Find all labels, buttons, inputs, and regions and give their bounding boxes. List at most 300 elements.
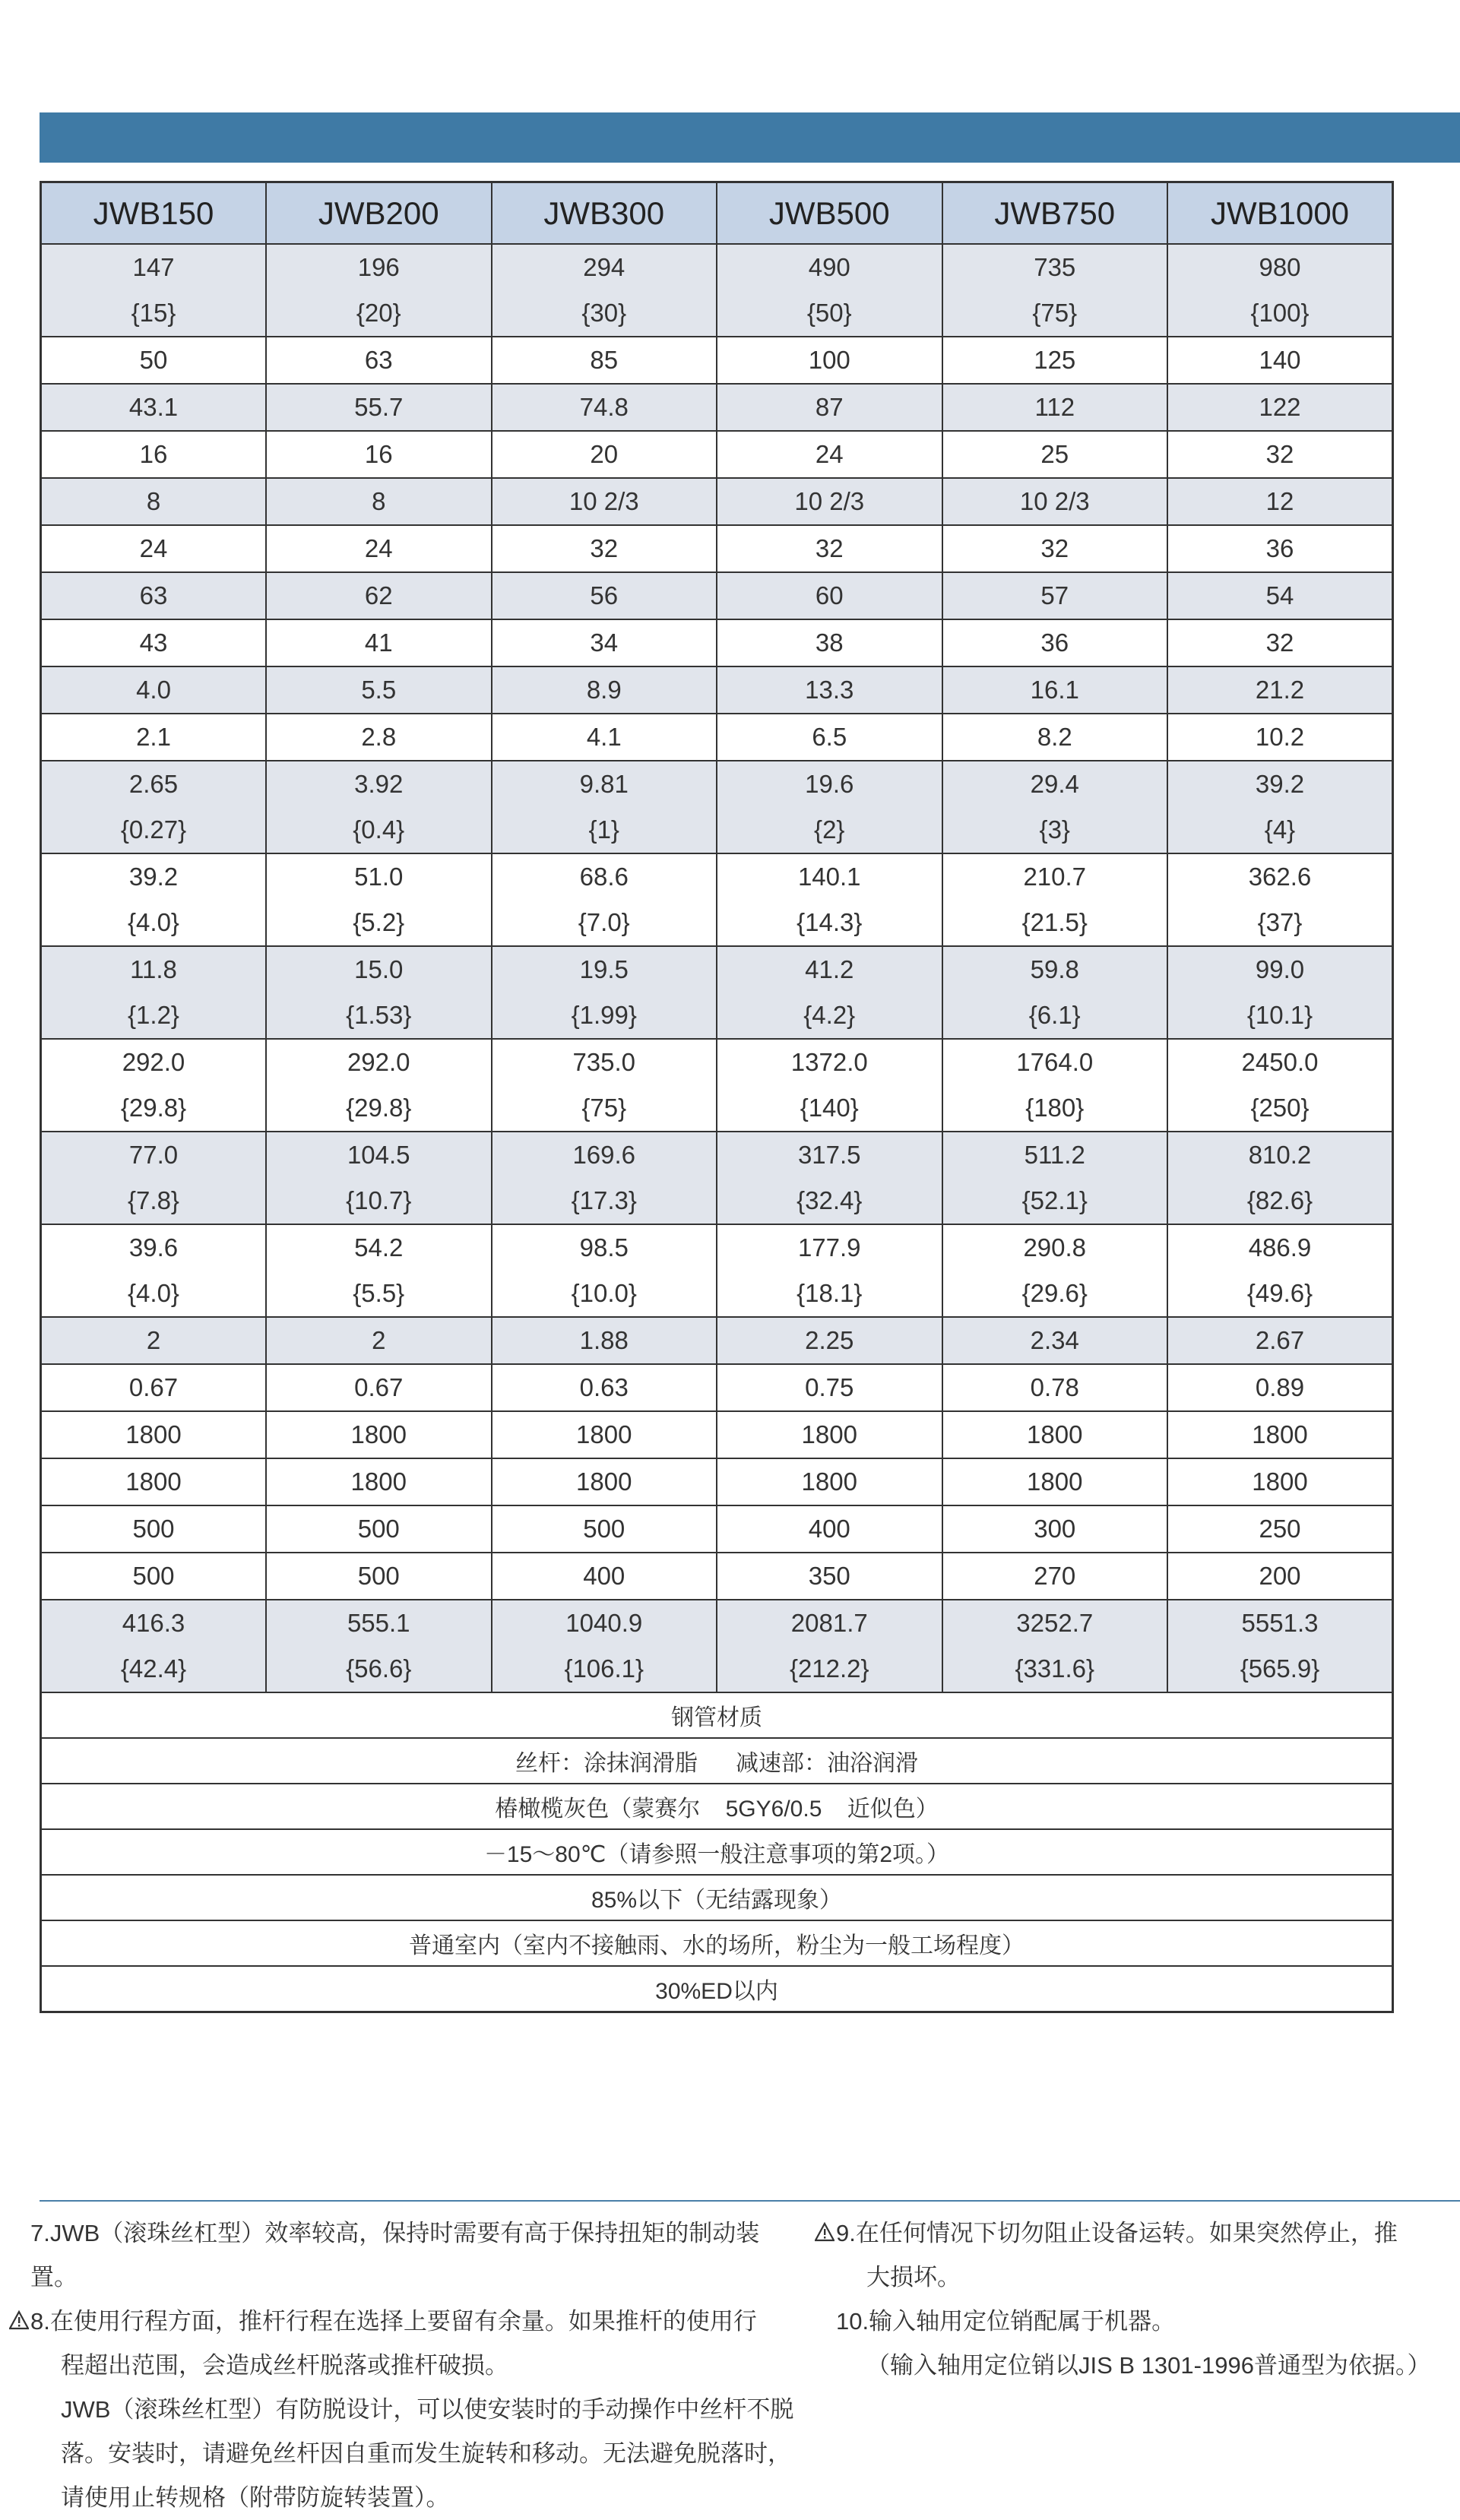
cell-value: 1800 [1027,1420,1083,1448]
span-cell: 普通室内（室内不接触雨、水的场所，粉尘为一般工场程度） [41,1920,1393,1966]
cell-value: 38 [815,628,844,657]
table-row [41,714,1393,761]
table-cell [266,1505,492,1553]
cell-sub-value: {2} [814,815,845,844]
table-cell [717,244,942,337]
cell-value: 140.1 [797,863,861,891]
cell-value: 555.1 [347,1609,410,1637]
table-cell [942,478,1168,525]
table-cell [492,1364,717,1411]
cell-sub-value: {37} [1257,908,1303,936]
table-cell [1167,1458,1393,1505]
table-cell [41,1039,267,1132]
cell-value: 41.2 [805,955,854,983]
cell-value: 1800 [576,1420,632,1448]
cell-value: 362.6 [1248,863,1312,891]
cell-value: 43 [139,628,168,657]
table-cell [266,853,492,946]
cell-value: 9.81 [579,770,629,798]
table-span-row [41,1966,1393,2012]
span-cell: 钢管材质 [41,1692,1393,1738]
table-cell [942,1132,1168,1224]
cell-value: 0.63 [579,1373,629,1401]
cell-sub-value: {52.1} [1021,1186,1088,1214]
cell-sub-value: {212.2} [789,1654,869,1683]
table-row [41,666,1393,714]
cell-value: 54.2 [354,1233,404,1262]
table-cell [717,1364,942,1411]
table-cell [41,384,267,431]
cell-value: 100 [808,346,850,374]
cell-value: 500 [357,1515,400,1543]
cell-value: 98.5 [579,1233,629,1262]
table-row [41,761,1393,853]
cell-value: 2081.7 [790,1609,868,1637]
cell-value: 169.6 [572,1141,636,1169]
cell-value: 1800 [350,1467,407,1496]
span-cell: 85%以下（无结露现象） [41,1875,1393,1920]
cell-sub-value: {29.6} [1021,1279,1088,1307]
table-cell [717,761,942,853]
table-cell [1167,1600,1393,1692]
cell-value: 2.67 [1255,1326,1305,1354]
cell-value: 270 [1034,1562,1076,1590]
cell-value: 5.5 [361,676,397,704]
cell-value: 54 [1265,581,1294,609]
table-cell [41,572,267,619]
table-cell [1167,431,1393,478]
table-cell [942,666,1168,714]
table-cell [266,1039,492,1132]
table-cell [41,946,267,1039]
cell-value: 24 [139,534,168,562]
column-header-jwb150: JWB150 [41,182,267,245]
cell-value: 1800 [350,1420,407,1448]
table-cell [942,1505,1168,1553]
table-cell [492,1411,717,1458]
table-cell [717,1553,942,1600]
cell-value: 1800 [1252,1467,1308,1496]
cell-sub-value: {17.3} [571,1186,637,1214]
note-text: 程超出范围，会造成丝杆脱落或推杆破损。 [61,2352,508,2379]
table-cell [1167,1317,1393,1364]
cell-value: 20 [590,440,619,468]
cell-sub-value: {4} [1264,815,1296,844]
cell-value: 486.9 [1248,1233,1312,1262]
cell-value: 0.89 [1255,1373,1305,1401]
cell-value: 2 [372,1326,386,1354]
cell-value: 0.67 [128,1373,179,1401]
table-cell [717,384,942,431]
cell-value: 32 [1040,534,1069,562]
table-cell [41,1364,267,1411]
cell-sub-value: {100} [1250,299,1310,327]
table-cell [266,572,492,619]
header-row [41,182,1393,245]
note-text: 10.输入轴用定位销配属于机器。 [836,2308,1176,2335]
table-cell [942,714,1168,761]
cell-sub-value: {4.2} [803,1001,856,1029]
table-cell [717,1600,942,1692]
table-cell [41,761,267,853]
cell-sub-value: {6.1} [1028,1001,1081,1029]
table-cell [717,1317,942,1364]
table-cell [942,853,1168,946]
cell-value: 85 [590,346,619,374]
table-row [41,1039,1393,1132]
cell-sub-value: {10.0} [571,1279,637,1307]
table-cell [266,525,492,572]
cell-value: 19.5 [579,955,629,983]
cell-value: 140 [1259,346,1301,374]
table-cell [266,478,492,525]
table-cell [942,761,1168,853]
cell-value: 122 [1259,393,1301,421]
cell-value: 32 [1265,628,1294,657]
cell-value: 735.0 [572,1048,636,1076]
cell-value: 57 [1040,581,1069,609]
table-row [41,1132,1393,1224]
table-cell [41,1132,267,1224]
cell-value: 63 [139,581,168,609]
cell-sub-value: {56.6} [346,1654,412,1683]
cell-sub-value: {3} [1039,815,1070,844]
table-cell [41,1553,267,1600]
table-row [41,384,1393,431]
cell-value: 3252.7 [1016,1609,1094,1637]
cell-value: 196 [357,253,400,281]
note-text: JWB（滚珠丝杠型）有防脱设计，可以使安装时的手动操作中丝杆不脱 [61,2396,794,2423]
cell-value: 25 [1040,440,1069,468]
table-cell [717,666,942,714]
cell-value: 2.65 [128,770,179,798]
notes-divider [40,2200,1460,2202]
table-cell [942,244,1168,337]
cell-value: 810.2 [1248,1141,1312,1169]
cell-value: 147 [132,253,175,281]
note-line [30,2344,806,2388]
warning-icon [9,2300,30,2330]
table-cell [266,1411,492,1458]
cell-value: 400 [808,1515,850,1543]
table-cell [942,619,1168,666]
table-cell [492,337,717,384]
table-span-row [41,1738,1393,1784]
cell-value: 59.8 [1030,955,1079,983]
cell-sub-value: {15} [131,299,176,327]
section-header-bar [40,112,1460,163]
cell-value: 10.2 [1255,723,1305,751]
cell-value: 210.7 [1023,863,1087,891]
cell-value: 292.0 [122,1048,185,1076]
cell-sub-value: {331.6} [1015,1654,1095,1683]
cell-value: 16 [139,440,168,468]
table-cell [266,244,492,337]
cell-value: 490 [808,253,850,281]
cell-sub-value: {4.0} [128,1279,179,1307]
notes-left-column [30,2211,806,2520]
table-span-row [41,1784,1393,1829]
cell-value: 13.3 [805,676,854,704]
cell-value: 74.8 [579,393,629,421]
cell-value: 290.8 [1023,1233,1087,1262]
table-cell [492,525,717,572]
table-row [41,244,1393,337]
cell-value: 0.67 [354,1373,404,1401]
table-cell [492,946,717,1039]
cell-sub-value: {1.99} [571,1001,637,1029]
cell-value: 5551.3 [1241,1609,1319,1637]
cell-value: 2 [146,1326,161,1354]
cell-value: 32 [815,534,844,562]
table-cell [41,1224,267,1317]
table-row [41,619,1393,666]
table-cell [492,384,717,431]
cell-value: 68.6 [579,863,629,891]
table-cell [717,1132,942,1224]
cell-value: 1800 [125,1467,182,1496]
table-cell [492,244,717,337]
column-header-jwb200: JWB200 [266,182,492,245]
table-row [41,572,1393,619]
table-row [41,1224,1393,1317]
table-cell [1167,1553,1393,1600]
cell-value: 36 [1040,628,1069,657]
table-span-row [41,1829,1393,1875]
table-cell [266,384,492,431]
cell-sub-value: {5.2} [353,908,405,936]
table-cell [717,1411,942,1458]
table-cell [41,337,267,384]
table-cell [717,1458,942,1505]
table-row [41,337,1393,384]
table-cell [1167,714,1393,761]
table-row [41,1553,1393,1600]
cell-sub-value: {140} [800,1094,859,1122]
table-cell [492,761,717,853]
table-cell [942,1317,1168,1364]
table-row [41,431,1393,478]
table-row [41,1317,1393,1364]
spec-table-head [41,182,1393,245]
table-cell [492,1317,717,1364]
table-span-row [41,1692,1393,1738]
table-cell [1167,337,1393,384]
table-cell [492,1505,717,1553]
note-line [30,2432,806,2476]
table-cell [41,478,267,525]
span-cell: －15～80℃（请参照一般注意事项的第2项。） [41,1829,1393,1875]
spec-table-body [41,244,1393,2012]
table-cell [266,1224,492,1317]
cell-value: 39.2 [1255,770,1305,798]
cell-value: 3.92 [354,770,404,798]
cell-sub-value: {29.8} [120,1094,187,1122]
cell-value: 1800 [801,1467,857,1496]
table-cell [492,431,717,478]
cell-value: 34 [590,628,619,657]
cell-value: 292.0 [347,1048,410,1076]
cell-value: 87 [815,393,844,421]
table-cell [492,1224,717,1317]
table-cell [942,1039,1168,1132]
cell-sub-value: {18.1} [797,1279,863,1307]
table-cell [717,525,942,572]
span-cell: 丝杆：涂抹润滑脂 减速部：油浴润滑 [41,1738,1393,1784]
cell-sub-value: {0.27} [120,815,187,844]
table-cell [266,1458,492,1505]
cell-sub-value: {1} [588,815,619,844]
cell-value: 500 [132,1515,175,1543]
cell-value: 55.7 [354,393,404,421]
warning-icon [815,2211,836,2242]
cell-sub-value: {565.9} [1240,1654,1320,1683]
table-cell [1167,853,1393,946]
table-cell [1167,1224,1393,1317]
note-line [30,2211,806,2300]
table-cell [1167,572,1393,619]
table-cell [942,946,1168,1039]
table-cell [717,946,942,1039]
table-cell [1167,619,1393,666]
table-cell [266,1364,492,1411]
table-cell [717,337,942,384]
table-cell [41,244,267,337]
note-line [30,2388,806,2432]
note-text: （输入轴用定位销以JIS B 1301-1996普通型为依据。） [866,2352,1431,2379]
cell-value: 8 [372,487,386,515]
table-cell [492,1600,717,1692]
cell-sub-value: {1.53} [346,1001,412,1029]
cell-value: 15.0 [354,955,404,983]
table-cell [717,431,942,478]
cell-value: 56 [590,581,619,609]
table-cell [1167,1039,1393,1132]
cell-value: 4.0 [136,676,171,704]
cell-value: 1.88 [579,1326,629,1354]
table-cell [1167,666,1393,714]
table-cell [41,1505,267,1553]
cell-sub-value: {30} [581,299,627,327]
cell-sub-value: {10.1} [1246,1001,1313,1029]
table-row [41,1505,1393,1553]
table-row [41,1364,1393,1411]
table-cell [717,1224,942,1317]
note-text: 9.在任何情况下切勿阻止设备运转。如果突然停止，推 [836,2220,1398,2246]
table-cell [942,1600,1168,1692]
table-cell [1167,1132,1393,1224]
cell-value: 300 [1034,1515,1076,1543]
table-cell [266,714,492,761]
cell-value: 2.1 [136,723,171,751]
table-cell [266,431,492,478]
table-cell [942,1364,1168,1411]
note-line [836,2344,1460,2388]
table-cell [41,714,267,761]
table-row [41,1458,1393,1505]
table-cell [41,853,267,946]
cell-sub-value: {7.8} [128,1186,179,1214]
table-cell [266,337,492,384]
cell-value: 41 [364,628,393,657]
table-cell [41,666,267,714]
table-cell [942,384,1168,431]
cell-value: 6.5 [812,723,847,751]
table-cell [1167,1411,1393,1458]
table-cell [1167,1505,1393,1553]
table-cell [942,1224,1168,1317]
table-cell [492,478,717,525]
table-row [41,525,1393,572]
table-cell [266,1317,492,1364]
cell-value: 350 [808,1562,850,1590]
note-line [836,2211,1460,2256]
notes-right-column [836,2211,1460,2388]
table-cell [942,1553,1168,1600]
table-cell [266,1600,492,1692]
cell-sub-value: {4.0} [128,908,179,936]
cell-value: 735 [1034,253,1076,281]
cell-value: 1372.0 [790,1048,868,1076]
cell-value: 39.2 [128,863,179,891]
table-row [41,478,1393,525]
cell-sub-value: {20} [356,299,401,327]
cell-value: 16.1 [1030,676,1079,704]
cell-value: 8 [146,487,161,515]
note-text: 落。安装时，请避免丝杆因自重而发生旋转和移动。无法避免脱落时， [61,2440,791,2467]
cell-value: 10 2/3 [568,487,639,515]
cell-sub-value: {75} [581,1094,627,1122]
table-cell [492,1039,717,1132]
cell-value: 416.3 [122,1609,185,1637]
cell-sub-value: {82.6} [1246,1186,1313,1214]
cell-value: 0.78 [1030,1373,1079,1401]
table-cell [266,619,492,666]
cell-value: 177.9 [797,1233,861,1262]
table-cell [492,714,717,761]
cell-value: 2.25 [805,1326,854,1354]
cell-value: 21.2 [1255,676,1305,704]
cell-value: 1040.9 [565,1609,643,1637]
cell-sub-value: {42.4} [120,1654,187,1683]
cell-value: 317.5 [797,1141,861,1169]
cell-value: 11.8 [130,955,177,983]
table-cell [41,431,267,478]
cell-sub-value: {1.2} [128,1001,179,1029]
note-line [30,2300,806,2344]
table-cell [492,619,717,666]
column-header-jwb300: JWB300 [492,182,717,245]
cell-sub-value: {50} [806,299,852,327]
table-cell [41,619,267,666]
cell-value: 60 [815,581,844,609]
cell-value: 24 [815,440,844,468]
table-cell [41,1600,267,1692]
cell-value: 2.34 [1030,1326,1079,1354]
cell-value: 200 [1259,1562,1301,1590]
spec-table [40,181,1394,2013]
cell-value: 294 [583,253,625,281]
column-header-jwb750: JWB750 [942,182,1168,245]
cell-sub-value: {5.5} [353,1279,405,1307]
table-cell [1167,244,1393,337]
column-header-jwb500: JWB500 [717,182,942,245]
table-cell [717,619,942,666]
cell-sub-value: {106.1} [564,1654,644,1683]
cell-value: 32 [1265,440,1294,468]
cell-sub-value: {14.3} [797,908,863,936]
cell-value: 400 [583,1562,625,1590]
